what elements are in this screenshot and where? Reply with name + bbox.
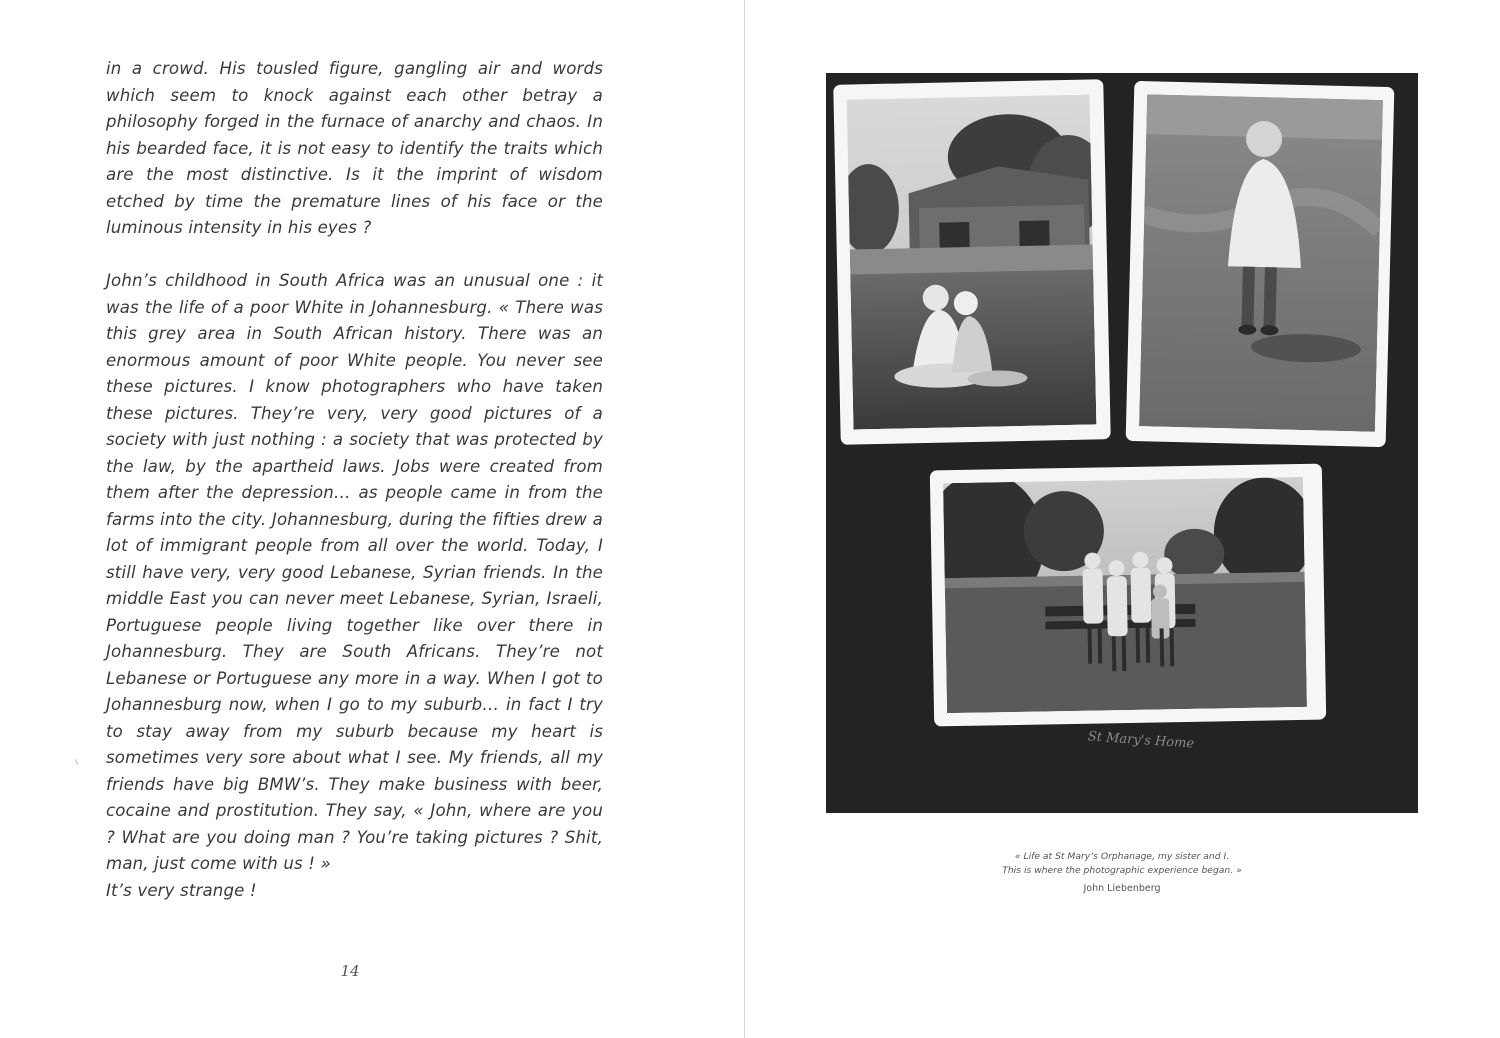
left-page [0,0,745,1038]
body-text [106,56,603,904]
caption-credit: John Liebenberg [1083,883,1161,894]
photo-print-toddler [1127,82,1394,446]
photo-album-page [826,73,1418,813]
paragraph-1: in a crowd. His tousled figure, gangling air and words which seem to knock against each other betray a philosophy forged in the furnace of anarchy and chaos. In his bearded face, it is not easy to identify the traits which are the most distinctive. Is it the imprint of wisdom etched by time the premature lines of his face or the luminous intensity in his eyes ? [106,59,603,237]
gutter [744,0,745,1038]
photo-print-group-children [931,465,1325,726]
photo-caption [826,850,1418,896]
caption-line-2: This is where the photographic experience began. » [1002,865,1242,876]
caption-line-1: « Life at St Mary’s Orphanage, my sister and I. [1014,851,1230,862]
photo-children-sitting [847,95,1097,430]
photo-toddler-image [1139,94,1383,432]
photo-toddler [1139,94,1383,432]
closing-line: It’s very strange ! [106,880,257,900]
stray-mark [75,759,78,765]
paragraph-2: John’s childhood in South Africa was an unusual one : it was the life of a poor White in Johannesburg. « There was this grey area in South African history. There was an enormous amount of poor White people. You never see these pictures. I know photographers who have taken these pictures. They’re very, very good pictures of a society with just nothing : a society that was protected by the law, by the apartheid laws. Jobs were created from them after the depression… as people came in from the farms into the city. Johannesburg, during the fifties drew a lot of immigrant people from all over the world. Today, I still have very, very good Lebanese, Syrian friends. In the middle East you can never meet Lebanese, Syrian, Israeli, Portuguese people living together like over there in Johannesburg. They are South Africans. They’re not Lebanese or Portuguese any more in a way. When I got to Johannesburg now, when I go to my suburb… in fact I try to stay away from my suburb because my heart is sometimes very sore about what I see. My friends, all my friends have big BMW’s. They make business with beer, cocaine and prostitution. They say, « John, where are you ? What are you doing man ? You’re taking pictures ? Shit, man, just come with us ! » [106,271,603,873]
album-handwriting: St Mary's Home [1087,729,1195,752]
photo-group-children [943,477,1307,713]
photo-children-sitting-image [847,95,1097,430]
page-number: 14 [340,962,360,980]
photo-group-children-image [943,477,1307,713]
photo-print-children-sitting [834,80,1109,444]
